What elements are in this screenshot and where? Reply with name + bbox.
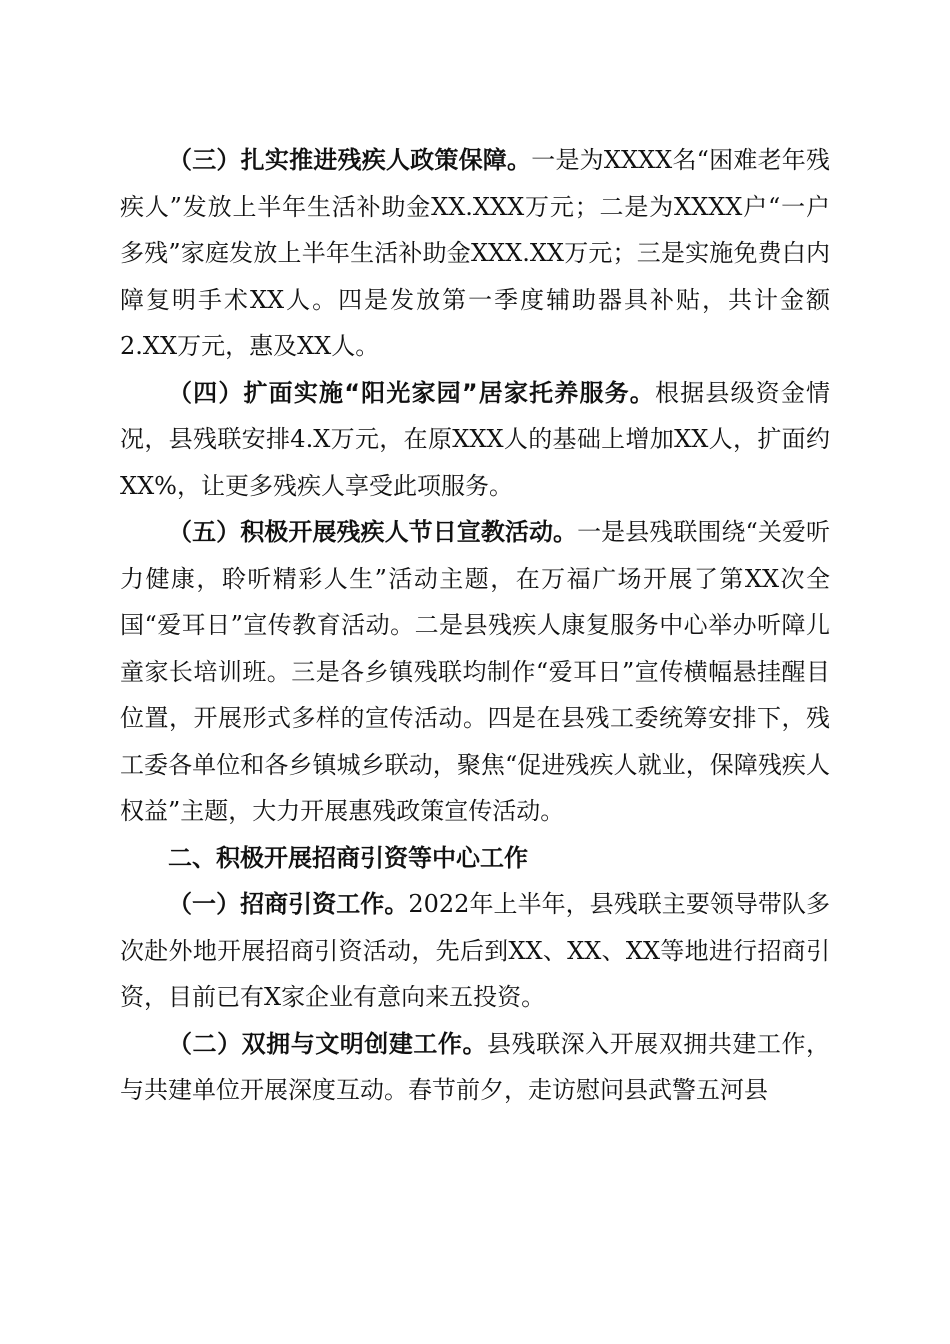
document-body	[120, 137, 830, 1114]
paragraph-text: 一是为XXXX名“困难老年残疾人”发放上半年生活补助金XX.XXX万元；二是为XXXX户“一户多残”家庭发放上半年生活补助金XXX.XX万元；三是实施免费白内障复明手术XX人。四是发放第一季度辅助器具补贴，共计金额2.XX万元，惠及XX人。	[120, 146, 830, 360]
paragraph-lead: （一）招商引资工作。	[168, 890, 409, 918]
paragraph-text: 根据县级资金情况，县残联安排4.X万元，在原XXX人的基础上增加XX人，扩面约XX%，让更多残疾人享受此项服务。	[120, 378, 831, 500]
paragraph-festival-publicity	[120, 509, 830, 835]
section-heading: 二、积极开展招商引资等中心工作	[168, 843, 528, 872]
paragraph-lead: （三）扎实推进残疾人政策保障。	[168, 146, 532, 174]
paragraph-text: 县残联深入开展双拥共建工作，与共建单位开展深度互动。春节前夕，走访慰问县武警五河县	[120, 1029, 830, 1104]
paragraph-lead: （四）扩面实施“阳光家园”居家托养服务。	[168, 378, 655, 407]
paragraph-text: 一是县残联围绕“关爱听力健康，聆听精彩人生”活动主题，在万福广场开展了第XX次全国“爱耳日”宣传教育活动。二是县残疾人康复服务中心举办听障儿童家长培训班。三是各乡镇残联均制作“爱耳日”宣传横幅悬挂醒目位置，开展形式多样的宣传活动。四是在县残工委统筹安排下，残工委各单位和各乡镇城乡联动，聚焦“促进残疾人就业，保障残疾人权益”主题，大力开展惠残政策宣传活动。	[120, 518, 830, 825]
paragraph-investment	[120, 881, 830, 1021]
paragraph-lead: （二）双拥与文明创建工作。	[168, 1029, 487, 1058]
paragraph-lead: （五）积极开展残疾人节日宣教活动。	[168, 518, 578, 546]
paragraph-civilization	[120, 1021, 830, 1114]
paragraph-text: 2022年上半年，县残联主要领导带队多次赴外地开展招商引资活动，先后到XX、XX、XX等地进行招商引资，目前已有X家企业有意向来五投资。	[120, 890, 831, 1011]
paragraph-sunshine-home	[120, 370, 830, 510]
paragraph-policy-guarantee	[120, 137, 830, 370]
